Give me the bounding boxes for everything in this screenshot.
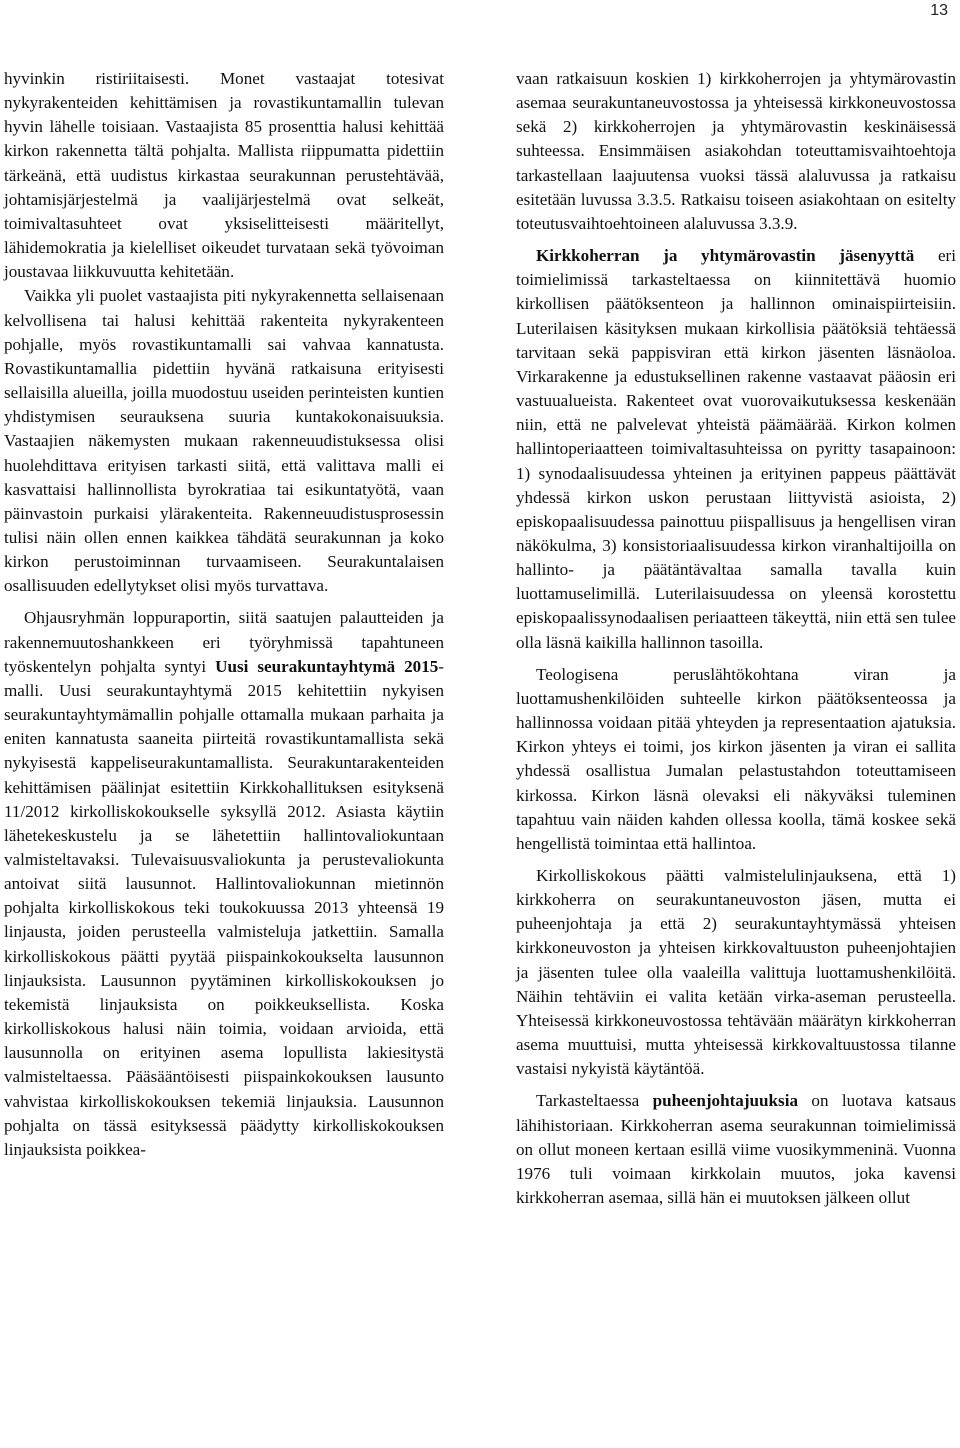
right-column bbox=[516, 67, 956, 1210]
right-paragraph-5 bbox=[516, 1089, 956, 1210]
right-paragraph-5-text-a: Tarkasteltaessa bbox=[536, 1091, 653, 1111]
left-paragraph-3 bbox=[4, 606, 444, 1162]
right-paragraph-3: Teologisena peruslähtökohtana viran ja luottamushenkilöiden suhteelle kirkon päätöksenteossa ja hallinnossa voidaan pitää yhteyden ja representaation ajatuksia. Kirkon yhteys ei toimi, jos kirkon jäsenten ja viran ei sallita yhdessä osallistua Jumalan pelastustahdon toteuttamiseen kirkossa. Kirkon läsnä olevaksi eli näkyväksi tuleminen tapahtuu vain näiden kahden ollessa koolla, tämä koskee sekä hengellistä toimintaa että hallintoa. bbox=[516, 664, 956, 853]
right-paragraph-2-bold: Kirkkoherran ja yhtymärovastin jäsenyyttä bbox=[536, 246, 915, 266]
right-paragraph-2 bbox=[516, 244, 956, 655]
right-paragraph-5-text-b: on luotava katsaus lähihistoriaan. Kirkkoherran asema seurakunnan toimielimissä on ollut moneen kertaan esillä viime vuosikymmeninä. Vuonna 1976 tuli voimaan kirkkolain muutos, joka kavensi kirkkoherran asemaa, sillä hän ei muutoksen jälkeen ollut bbox=[516, 1091, 956, 1208]
right-paragraph-1: vaan ratkaisuun koskien 1) kirkkoherrojen ja yhtymärovastin asemaa seurakuntaneuvostossa ja yhteisessä kirkkoneuvostossa sekä 2) kirkkoherrojen ja yhtymärovastin keskinäisessä suhteessa. Ensimmäisen asiakohdan toteuttamisvaihtoehtoja tarkastellaan laajuutensa vuoksi tässä alaluvussa ja ratkaisu esitetään luvussa 3.3.5. Ratkaisu toiseen asiakohtaan on esitelty toteutusvaihtoehtoineen alaluvussa 3.3.9. bbox=[516, 69, 956, 233]
right-paragraph-5-bold: puheenjohtajuuksia bbox=[652, 1091, 798, 1111]
left-paragraph-1: hyvinkin ristiriitaisesti. Monet vastaajat totesivat nykyrakenteiden kehittämisen ja rovastikuntamallin tulevan hyvin lähelle toisiaan. Vastaajista 85 prosenttia halusi kehittää kirkon rakennetta tältä pohjalta. Mallista riippumatta pidettiin tärkeänä, että uudistus kirkastaa seurakunnan perustehtävää, johtamisjärjestelmä ja vaalijärjestelmä ovat selkeät, toimivaltasuhteet ovat yksiselitteisesti määritellyt, lähidemokratia ja kielelliset oikeudet turvataan sekä työvoiman joustavaa liikkuvuutta kehitetään. bbox=[4, 69, 444, 282]
left-paragraph-2: Vaikka yli puolet vastaajista piti nykyrakennetta sellaisenaan kelvollisena tai halusi kehittää rakenteita nykyrakenteen pohjalle, myös rovastikuntamalli sai vahvaa kannatusta. Rovastikuntamallia pidettiin hyvänä ratkaisuna erityisesti sellaisilla alueilla, joilla muodostuu useiden perinteisten kuntien yhdistymisen seurauksena suuria kuntakokonaisuuksia. Vastaajien näkemysten mukaan rakenneuudistuksessa olisi huolehdittava erityisen tarkasti siitä, että valittava malli ei kasvattaisi hallinnollista byrokratiaa tai esikuntatyötä, vaan päinvastoin purkaisi ylärakenteita. Rakenneuudistusprosessin tulisi näin ollen ennen kaikkea tähdätä seurakunnan ja koko kirkon perustoiminnan turvaamiseen. Seurakuntalaisen osallisuuden edellytykset olisi myös turvattava. bbox=[4, 286, 444, 596]
left-column bbox=[4, 67, 444, 1162]
page-number: 13 bbox=[930, 2, 948, 19]
left-paragraph-3-text-a: Ohjausryhmän loppuraportin, siitä saatujen palautteiden ja rakennemuutoshankkeen eri työryhmissä tapahtuneen työskentelyn pohjalta syntyi bbox=[4, 608, 444, 676]
right-paragraph-4: Kirkolliskokous päätti valmistelulinjauksena, että 1) kirkkoherra on seurakuntaneuvoston jäsen, mutta ei puheenjohtaja ja että 2) seurakuntayhtymässä yhteisen kirkkoneuvoston ja yhteisen kirkkovaltuuston puheenjohtajien ja jäsenten tulee olla vaaleilla valittuja luottamushenkilöitä. Näihin tehtäviin ei valita ketään virka-aseman perusteella. Yhteisessä kirkkoneuvostossa tehtävään määrätyn kirkkoherran asema muuttuisi, mutta yhteisessä kirkkovaltuustossa tilanne vastaisi nykyistä käytäntöä. bbox=[516, 866, 956, 1079]
left-paragraph-3-bold: Uusi seurakuntayhtymä 2015 bbox=[215, 656, 439, 676]
left-paragraph-3-text-b: -malli. Uusi seurakuntayhtymä 2015 kehitettiin nykyisen seurakuntayhtymämallin pohjalle ottamalla mukaan parhaita ja eniten kannatusta saaneita piirteitä rovastikuntamallista sekä nykyisestä kappeliseurakuntamallista. Seurakuntarakenteiden kehittämisen päälinjat esitettiin Kirkkohallituksen esityksenä 11/2012 kirkolliskokoukselle syksyllä 2012. Asiasta käytiin lähetekeskustelu ja se lähetettiin hallintovaliokuntaan valmisteltavaksi. Tulevaisuusvaliokunta ja perustevaliokunta antoivat siitä lausunnot. Hallintovaliokunnan mietinnön pohjalta kirkolliskokous teki toukokuussa 2013 yhteensä 19 linjausta, joiden perusteella valmisteluja jatkettiin. Samalla kirkolliskokous päätti pyytää piispainkokoukselta lausunnon linjauksista. Lausunnon pyytäminen kirkolliskokouksen jo tekemistä linjauksista on poikkeuksellista. Koska kirkolliskokous halusi näin toimia, voidaan arvioida, että lausunnolla on erityinen asema lopullista lakiesitystä valmisteltaessa. Pääsääntöisesti piispainkokouksen lausunto vahvistaa kirkolliskokouksen tekemiä linjauksia. Lausunnon pohjalta on tässä esityksessä päädytty kirkolliskokouksen linjauksista poikkea- bbox=[4, 656, 444, 1159]
right-paragraph-2-text: eri toimielimissä tarkasteltaessa on kiinnitettävä huomio kirkollisen päätöksenteon ja hallinnon ominaispiirteisiin. Luterilaisen käsityksen mukaan kirkollisia päätöksiä tehtäessä tarvitaan sekä pappisviran että kirkon jäsenten läsnäoloa. Virkarakenne ja edustuksellinen rakenne vastaavat pääosin eri vastuualueista. Rakenteet ovat vuorovaikutuksessa keskenään niin, että ne palvelevat yhteistä päämäärää. Kirkon kolmen hallintoperiaatteen toimivaltasuhteissa on pyritty tasapainoon: 1) synodaalisuudessa yhteinen ja erityinen pappeus päättävät yhdessä kirkon uskon perustaan liittyvistä asioista, 2) episkopaalisuudessa painottuu piispallisuus ja hengellisen viran näkökulma, 3) konsistoriaalisuudessa kirkon viranhaltijoilla on hallinto- ja päätäntävaltaa samalla tavalla kuin luottamuselimillä. Luterilaisuudessa on yleensä korostettu episkopaalissynodaalisen periaatteen täkeyttä, niin että sen tulee olla läsnä kaikilla hallinnon tasoilla. bbox=[516, 246, 956, 652]
